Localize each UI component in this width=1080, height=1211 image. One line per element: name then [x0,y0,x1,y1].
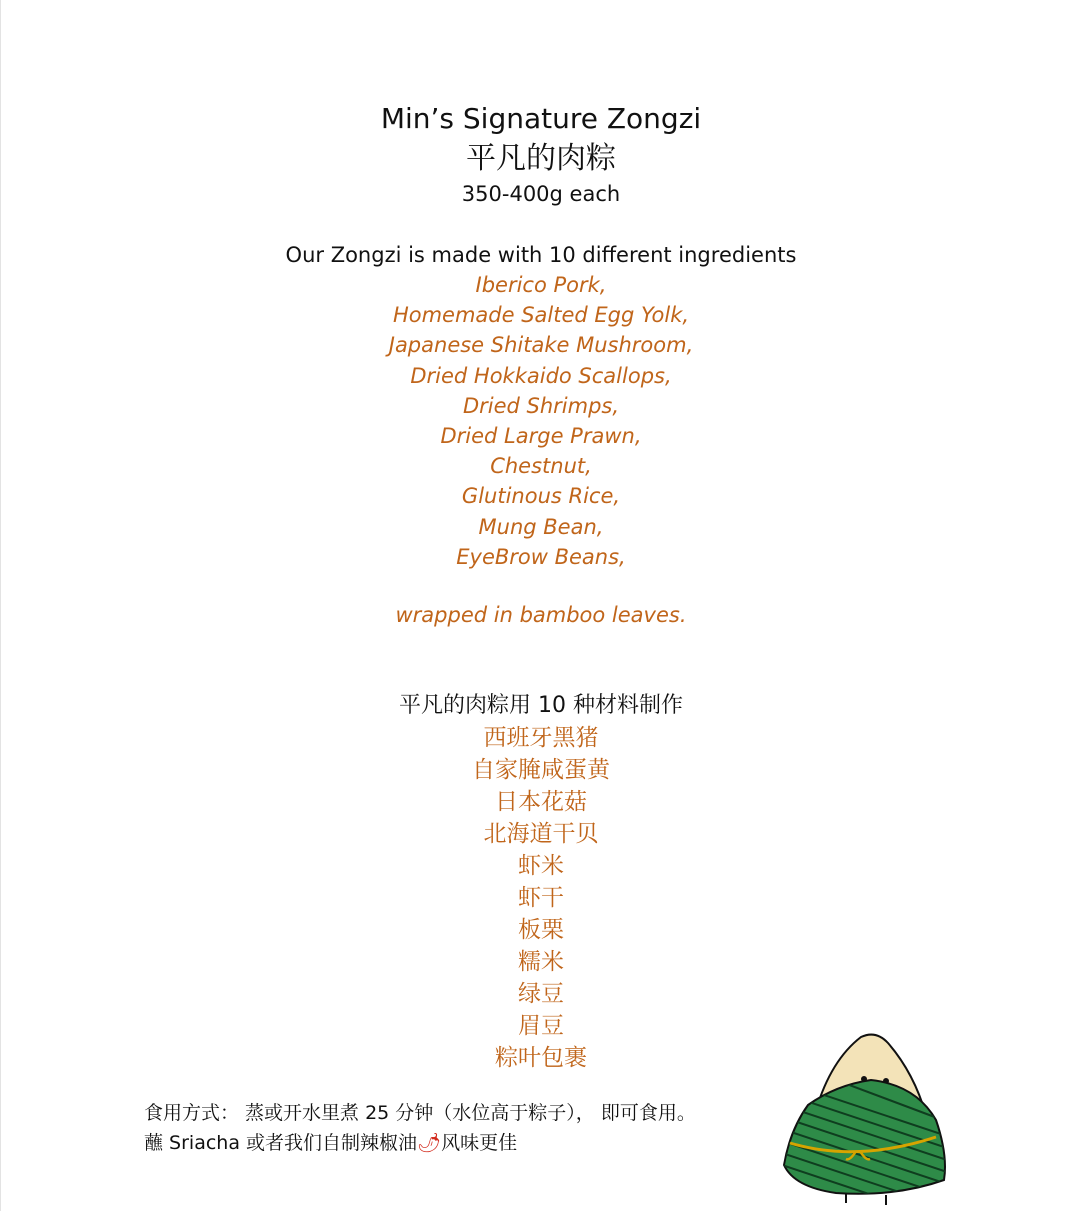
ingredient-item-en: Glutinous Rice, [461,484,621,509]
title-chinese: 平凡的肉粽 [466,141,616,176]
ingredient-item-zh: 北海道干贝 [483,821,599,847]
ingredient-item-en: Chestnut, [490,454,592,479]
instruction-line-1: 食用方式： 蒸或开水里煮 25 分钟（水位高于粽子）， 即可食用。 [144,1102,696,1124]
instruction-line-2-start: 蘸 Sriacha 或者我们自制辣椒油 [144,1132,418,1154]
ingredients-list-chinese [1,722,1080,1074]
ingredient-item-zh: 自家腌咸蛋黄 [472,757,610,783]
instruction-line-2-end: 风味更佳 [441,1132,518,1154]
zongzi-mascot-icon [776,1025,956,1210]
instruction-line-2 [144,1128,784,1158]
ingredient-item-en: Iberico Pork, [475,273,607,297]
ingredient-item-en: Mung Bean, [478,514,604,539]
ingredient-item-en: EyeBrow Beans, [456,544,626,569]
ingredient-item-zh: 板栗 [518,917,564,943]
ingredient-item-zh: 日本花菇 [495,789,587,815]
ingredient-item-zh: 绿豆 [518,981,564,1007]
ingredient-item-en: Dried Hokkaido Scallops, [410,363,672,388]
ingredient-item-zh: 眉豆 [518,1013,564,1039]
ingredient-item-en: Japanese Shitake Mushroom, [388,333,694,358]
wrapped-note-english: wrapped in bamboo leaves. [395,603,687,627]
ingredient-item-en: Dried Shrimps, [462,393,620,418]
weight-info: 350-400g each [461,182,621,206]
ingredients-intro-chinese: 平凡的肉粽用 10 种材料制作 [399,693,683,718]
ingredient-item-zh: 西班牙黑猪 [483,725,599,751]
ingredient-item-en: Homemade Salted Egg Yolk, [392,303,690,328]
chili-pepper-icon: 🌶 [417,1132,442,1154]
ingredient-item-zh: 虾干 [518,885,564,911]
ingredient-item-en: Dried Large Prawn, [440,424,642,449]
ingredients-intro-english: Our Zongzi is made with 10 different ingredients [285,243,797,267]
ingredients-list-english [1,270,1080,572]
title-english: Min’s Signature Zongzi [380,102,702,135]
ingredient-item-zh: 糯米 [518,949,564,975]
serving-instructions [144,1098,784,1158]
ingredient-item-zh: 虾米 [518,853,564,879]
ingredient-item-zh: 粽叶包裹 [495,1045,587,1071]
